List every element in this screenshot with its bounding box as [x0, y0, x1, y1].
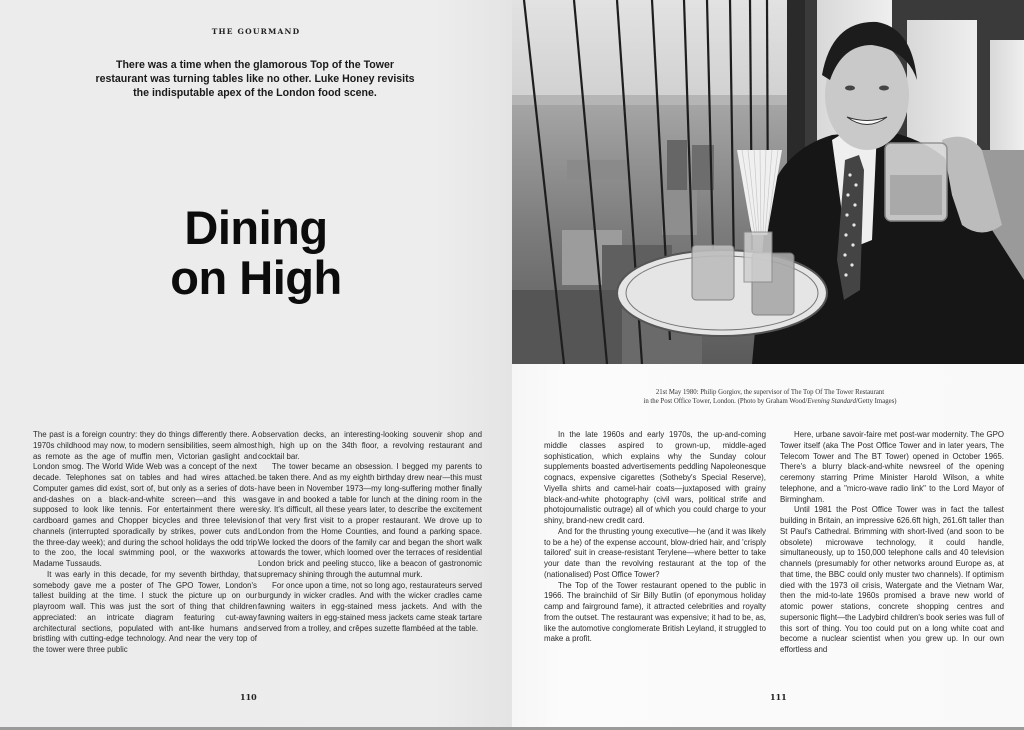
- paragraph: It was early in this decade, for my seventh birthday, that somebody gave me a poster of The GPO Tower, London's tallest building at the time. I stuck the picture up on our playroom wall. This was just the sort of thing that children appreciated: an intricate diagram featuring cut-away architectural sections, populated with ant-like humans and bristling with cutting-edge technology. And near the very top of the tower were three public: [33, 569, 257, 654]
- photo-caption: [530, 388, 1010, 406]
- caption-line-1: 21st May 1980: Philip Gorgiov, the supervisor of The Top Of The Tower Restaurant: [655, 389, 885, 396]
- paragraph: In the late 1960s and early 1970s, the up-and-coming middle classes aspired to grown-up, middle-aged sophistication, which explains why the Sunday colour supplements boasted advertisements peddling Napoleonesque cognacs, expensive cigarettes (Sotheby's Special Reserve), Viyella shirts and camel-hair coats—juxtaposed with grainy black-and-white photography (civil wars, political strife and photojournalistic outrage) all of which you could charge to your shiny, brand-new credit card.: [544, 430, 766, 525]
- body-column-4: [780, 430, 1004, 656]
- body-column-3: [544, 430, 766, 645]
- paragraph: Until 1981 the Post Office Tower was in fact the tallest building in Britain, an impressive 626.6ft high, 261.6ft taller than St Paul's Cathedral. Brimming with short-lived (and soon to be obsolete) microwave technology, it could handle, simultaneously, up to 150,000 telephone calls and 40 television channels (presumably for other networks around Europe as, at that time, the BBC could only muster two channels). If optimism died with the 1973 oil crisis, Watergate and the Vietnam War, then the mid-to-late 1960s promised a brave new world of atomic power stations, concrete shopping centres and supersonic flight—the Ladybird children's book series was full of this sort of thing. You too could put on a long white coat and become a nuclear scientist when you grew up. In our own effortless and: [780, 505, 1004, 654]
- caption-credit-prefix: in the Post Office Tower, London. (Photo by Graham Wood/: [643, 398, 808, 405]
- caption-line-2: [530, 397, 1010, 406]
- paragraph: observation decks, an interesting-looking souvenir shop and high, high up on the 34th floor, a revolving restaurant and cocktail bar.: [258, 430, 482, 461]
- standfirst: There was a time when the glamorous Top of the Tower restaurant was turning tables like no other. Luke Honey revisits the indisputable apex of the London food scene.: [95, 59, 415, 99]
- paragraph: The tower became an obsession. I begged my parents to be taken there. And as my eighth birthday drew near—this must have been in November 1973—my long-suffering mother finally gave in and booked a table for lunch at the dining room in the sky. It's difficult, all these years later, to describe the excitement of that very first visit to a proper restaurant. We drove up to London from the Home Counties, and found a parking space. We locked the doors of the family car and began the short walk towards the tower, which loomed over the terraces of residential London brick and peeling stucco, like a beacon of gastronomic supremacy shining through the autumnal murk.: [258, 462, 482, 579]
- photograph: [512, 0, 1024, 364]
- body-column-1: [33, 430, 257, 656]
- section-label: THE GOURMAND: [211, 27, 301, 36]
- body-column-2: [258, 430, 482, 634]
- paragraph: For once upon a time, not so long ago, restaurateurs served burgundy in wicker cradles. And with the wicker cradles came fawning waiters in egg-stained mess jackets. And with the fawning waiters in egg-stained mess jackets came steak tartare served from a trolley, and crêpes suzette flambéed at the table.: [258, 580, 482, 633]
- page-number-right: 111: [770, 692, 787, 702]
- paragraph: Here, urbane savoir-faire met post-war modernity. The GPO Tower itself (aka The Post Office Tower and in later years, The Telecom Tower and The BT Tower) opened in October 1965. There's a blurry black-and-white newsreel of the opening ceremony starring Prime Minister Harold Wilson, a white telephone, and a "micro-wave radio link" to the Lord Mayor of Birmingham.: [780, 430, 1004, 504]
- paragraph: And for the thrusting young executive—he (and it was likely to be a he) of the expense account, blow-dried hair, and 'crisply tailored' suit in crease-resistant Terylene—where better to take your date than the revolving restaurant at the top of the (nationalised) Post Office Tower?: [544, 526, 766, 579]
- left-page: [0, 0, 512, 727]
- headline-line-1: Dining: [184, 201, 328, 254]
- headline-line-2: on High: [170, 251, 342, 304]
- photograph-man-with-tray-icon: [512, 0, 1024, 364]
- paragraph: The Top of the Tower restaurant opened to the public in 1966. The brainchild of Sir Billy Butlin (of eponymous holiday camp and fairground fame), it attracted celebrities and royalty from the outset. The restaurant was expensive; it had to be, as, like the automotive conglomerate British Leyland, it struggled to make a profit.: [544, 580, 766, 644]
- paragraph: The past is a foreign country: they do things differently there. A 1970s childhood may now, to modern sensibilities, seem almost as remote as the age of muffin men, Victorian gaslight and London smog. The World Wide Web was a concept of the next decade. Telephones sat on tables and had wires attached. Computer games did exist, sort of, but only as a series of dots-and-dashes on a black-and-white screen—and this was supposed to look like tennis. For entertainment there were cardboard games and Chopper bicycles and three television channels (interrupted sporadically by strikes, power cuts and the three-day week); and during the school holidays the odd trip to the zoo, the local swimming pool, or the waxworks at Madame Tussauds.: [33, 430, 257, 568]
- headline: [0, 203, 512, 303]
- caption-credit-suffix: /Getty Images): [855, 398, 897, 405]
- caption-publication: Evening Standard: [807, 398, 856, 405]
- page-number-left: 110: [240, 692, 257, 702]
